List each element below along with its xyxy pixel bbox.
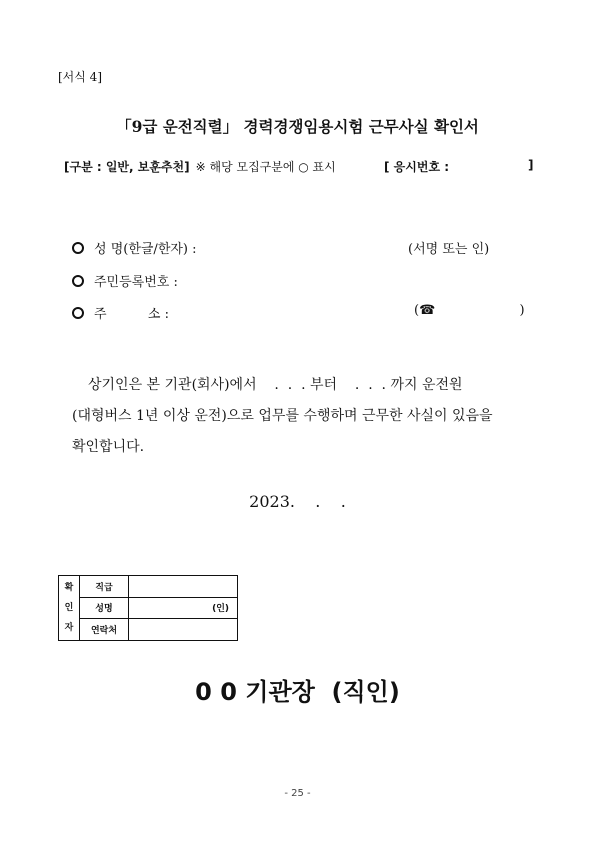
- body-line-3: 확인합니다.: [72, 439, 145, 455]
- confirmer-char: 자: [64, 623, 74, 633]
- agency-head-seal: 0 0 기관장 (직인): [195, 678, 400, 706]
- id-field: [72, 271, 178, 290]
- address-label: 주 소 :: [94, 307, 169, 322]
- confirmer-name-value[interactable]: (인): [129, 597, 238, 619]
- exam-number-label: [ 응시번호 :: [384, 160, 450, 174]
- category-line: [64, 158, 534, 175]
- exam-number-close: ]: [528, 158, 534, 172]
- phone-close: ): [519, 303, 525, 318]
- contact-label: 연락처: [80, 619, 129, 641]
- certification-body: [72, 370, 542, 463]
- name-label: 성 명(한글/한자) :: [94, 242, 197, 257]
- confirmer-char: 확: [64, 583, 74, 593]
- address-field: [72, 303, 169, 322]
- rank-value[interactable]: [129, 576, 238, 598]
- body-line-2: (대형버스 1년 이상 운전)으로 업무를 수행하며 근무한 사실이 있음을: [72, 408, 493, 424]
- form-number: [서식 4]: [58, 70, 102, 84]
- phone-open: (☎: [414, 303, 436, 318]
- page-number: - 25 -: [284, 788, 311, 799]
- name-field: [72, 238, 197, 257]
- id-label: 주민등록번호 :: [94, 275, 178, 290]
- confirmer-vertical-label: [59, 576, 80, 641]
- contact-value[interactable]: [129, 619, 238, 641]
- document-title: 「9급 운전직렬」 경력경쟁임용시험 근무사실 확인서: [116, 117, 479, 136]
- rank-label: 직급: [80, 576, 129, 598]
- signature-hint: (서명 또는 인): [408, 242, 490, 257]
- body-line-1: 상기인은 본 기관(회사)에서 . . . 부터 . . . 까지 운전원: [88, 377, 463, 393]
- category-label: [구분 : 일반, 보훈추천]: [64, 160, 190, 174]
- category-note: ※ 해당 모집구분에 ○ 표시: [195, 160, 336, 174]
- confirmer-char: 인: [64, 603, 74, 613]
- circle-bullet-icon: [72, 307, 84, 319]
- confirmer-table: [58, 575, 238, 641]
- confirmer-name-label: 성명: [80, 597, 129, 619]
- circle-bullet-icon: [72, 242, 84, 254]
- circle-bullet-icon: [72, 275, 84, 287]
- issue-date: 2023. . .: [249, 492, 346, 511]
- phone-field: [414, 303, 525, 318]
